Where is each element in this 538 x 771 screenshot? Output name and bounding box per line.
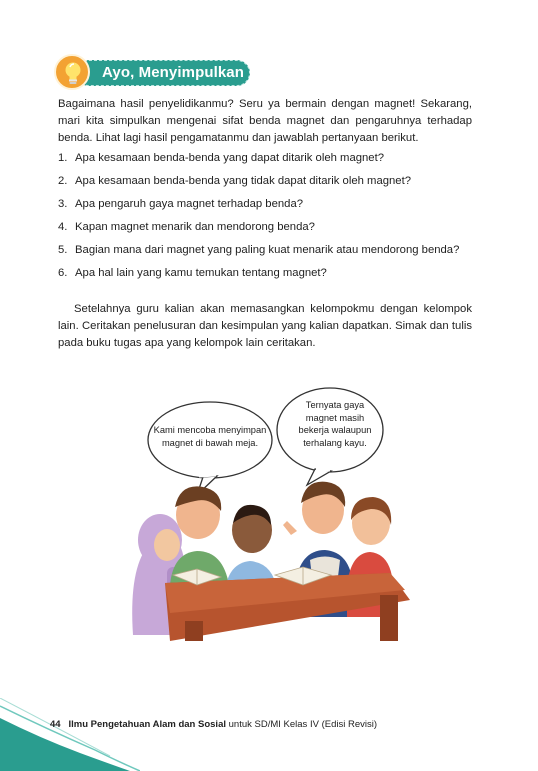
question-item (58, 219, 472, 236)
page-footer (50, 719, 377, 730)
speech-text-right: Ternyata gaya magnet masih bekerja walaupun terhalang kayu. (298, 400, 372, 448)
question-item (58, 150, 472, 167)
book-subtitle: untuk SD/MI Kelas IV (Edisi Revisi) (226, 719, 377, 730)
question-list (58, 150, 472, 288)
question-item (58, 265, 472, 282)
question-number: 6. (58, 267, 68, 279)
question-item (58, 173, 472, 190)
question-text: Apa pengaruh gaya magnet terhadap benda? (75, 198, 304, 210)
question-text: Bagian mana dari magnet yang paling kuat menarik atau mendorong benda? (75, 244, 460, 256)
question-text: Apa hal lain yang kamu temukan tentang magnet? (75, 267, 327, 279)
page-number: 44 (50, 719, 61, 730)
question-item (58, 242, 472, 259)
decorative-wave (0, 698, 140, 771)
book-title: Ilmu Pengetahuan Alam dan Sosial (68, 719, 226, 730)
closing-paragraph: Setelahnya guru kalian akan memasangkan kelompokmu dengan kelompok lain. Ceritakan penelusuran dan kesimpulan yang kalian dapatkan. Simak dan tulis pada buku tugas apa yang kelompok lain ceritakan. (58, 303, 472, 349)
question-number: 3. (58, 198, 68, 210)
question-text: Kapan magnet menarik dan mendorong benda? (75, 221, 315, 233)
question-text: Apa kesamaan benda-benda yang dapat ditarik oleh magnet? (75, 152, 385, 164)
lightbulb-icon (54, 54, 90, 90)
speech-text-left: Kami mencoba menyimpan magnet di bawah meja. (153, 425, 267, 448)
question-text: Apa kesamaan benda-benda yang tidak dapat ditarik oleh magnet? (75, 175, 412, 187)
section-title: Ayo, Menyimpulkan (102, 64, 245, 81)
question-number: 4. (58, 221, 68, 233)
section-banner (54, 54, 250, 92)
intro-paragraph: Bagaimana hasil penyelidikanmu? Seru ya bermain dengan magnet! Sekarang, mari kita simpulkan mengenai sifat benda magnet dan pengaruhnya terhadap benda. Lihat lagi hasil pengamatanmu dan jawablah pertanyaan berikut. (58, 98, 472, 144)
question-number: 2. (58, 175, 68, 187)
question-number: 5. (58, 244, 68, 256)
question-number: 1. (58, 152, 68, 164)
question-item (58, 196, 472, 213)
